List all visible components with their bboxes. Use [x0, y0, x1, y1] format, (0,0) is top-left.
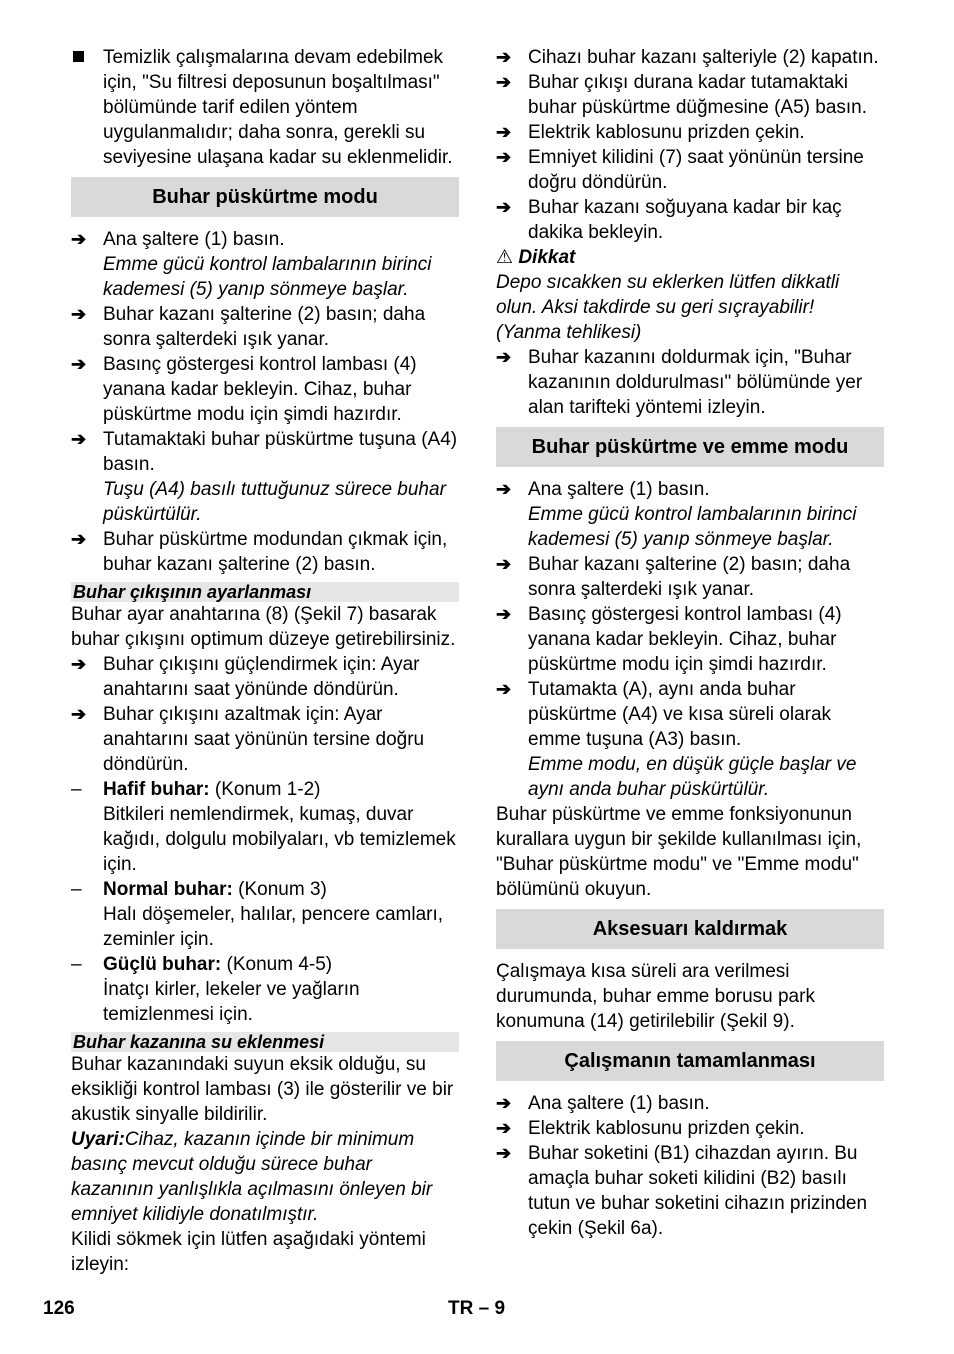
list-item: [496, 45, 884, 70]
heading-add-water: Buhar kazanına su eklenmesi: [71, 1032, 459, 1052]
arrow-icon: ➔: [496, 122, 512, 142]
arrow-icon: ➔: [71, 429, 87, 449]
arrow-icon: ➔: [496, 47, 512, 67]
warning-note: [71, 1127, 459, 1227]
step-text: Ana şaltere (1) basın.: [103, 229, 285, 250]
arrow-icon: ➔: [71, 704, 87, 724]
list-item: [496, 70, 884, 120]
warning-text: Cihaz, kazanın içinde bir minimum basınç mevcut olduğu sürece buhar kazanının yanlışlıkla açılmasını önleyen bir emniyet kilidiyle donatılmıştır.: [71, 1129, 433, 1225]
steps-steam-output: [71, 652, 459, 777]
list-item: [71, 427, 459, 527]
step-text: Buhar çıkışı durana kadar tutamaktaki buhar püskürtme düğmesine (A5) basın.: [528, 72, 868, 118]
step-text: Elektrik kablosunu prizden çekin.: [528, 1118, 805, 1139]
arrow-icon: ➔: [71, 304, 87, 324]
step-text: Buhar püskürtme modundan çıkmak için, buhar kazanı şalterine (2) basın.: [103, 529, 448, 575]
step-text: Tutamaktaki buhar püskürtme tuşuna (A4) basın.: [103, 429, 458, 475]
list-item: [496, 1116, 884, 1141]
level-position: (Konum 1-2): [214, 779, 321, 800]
arrow-icon: ➔: [496, 347, 512, 367]
arrow-icon: ➔: [71, 354, 87, 374]
list-item: [496, 120, 884, 145]
step-text: Tutamakta (A), aynı anda buhar püskürtme (A4) ve kısa süreli olarak emme tuşuna (A3) basın.: [528, 679, 832, 750]
steps-steam-mode: [71, 227, 459, 577]
section-label: TR – 9: [448, 1298, 506, 1319]
list-item: [71, 227, 459, 302]
level-label: Hafif buhar:: [103, 779, 210, 800]
step-note: Emme gücü kontrol lambalarının birinci kademesi (5) yanıp sönmeye başlar.: [528, 504, 857, 550]
arrow-icon: ➔: [496, 72, 512, 92]
square-bullet-icon: [71, 45, 103, 70]
arrow-icon: ➔: [496, 147, 512, 167]
step-text: Buhar çıkışını güçlendirmek için: Ayar anahtarını saat yönünde döndürün.: [103, 654, 420, 700]
caution-block: [496, 245, 884, 345]
list-item: [496, 677, 884, 802]
arrow-icon: ➔: [71, 654, 87, 674]
steps-finish-work: [496, 1091, 884, 1241]
list-item: [496, 1091, 884, 1116]
step-text: Buhar kazanı soğuyana kadar bir kaç dakika bekleyin.: [528, 197, 842, 243]
level-description: Bitkileri nemlendirmek, kumaş, duvar kağıdı, dolgulu mobilyaları, vb temizlemek için.: [103, 804, 456, 875]
para-steam-suction: Buhar püskürtme ve emme fonksiyonunun kurallara uygun bir şekilde kullanılması için, "Buhar püskürtme modu" ve "Emme modu" bölümünü okuyun.: [496, 804, 862, 900]
fill-step-text: Buhar kazanını doldurmak için, "Buhar kazanının doldurulması" bölümünde yer alan tarifteki yöntemi izleyin.: [528, 347, 863, 418]
step-text: Buhar soketini (B1) cihazdan ayırın. Bu amaçla buhar soketi kilidini (B2) basılı tutun ve buhar soketini cihazın prizinden çekin (Şekil 6a).: [528, 1143, 868, 1239]
heading-finish-work: Çalışmanın tamamlanması: [496, 1041, 884, 1081]
steps-unlock: [496, 45, 884, 245]
level-description: Halı döşemeler, halılar, pencere camları, zeminler için.: [103, 904, 444, 950]
list-item: [71, 702, 459, 777]
step-text: Buhar kazanı şalterine (2) basın; daha sonra şalterdeki ışık yanar.: [528, 554, 851, 600]
list-item: [71, 352, 459, 427]
list-item: [496, 602, 884, 677]
step-text: Cihazı buhar kazanı şalteriyle (2) kapatın.: [528, 47, 879, 68]
heading-steam-mode: Buhar püskürtme modu: [71, 177, 459, 217]
step-text: Basınç göstergesi kontrol lambası (4) yanana kadar bekleyin. Cihaz, buhar püskürtme modu için şimdi hazırdır.: [103, 354, 417, 425]
step-text: Emniyet kilidini (7) saat yönünün tersine doğru döndürün.: [528, 147, 864, 193]
steam-levels: [71, 777, 459, 1027]
steps-steam-suction: [496, 477, 884, 802]
list-item: [496, 145, 884, 195]
level-position: (Konum 4-5): [226, 954, 333, 975]
arrow-icon: ➔: [496, 1143, 512, 1163]
arrow-icon: ➔: [496, 197, 512, 217]
intro-text: Temizlik çalışmalarına devam edebilmek için, "Su filtresi deposunun boşaltılması" bölümünde tarif edilen yöntem uygulanmalıdır; daha sonra, gerekli su seviyesine ulaşana kadar su eklenmelidir.: [103, 47, 453, 168]
arrow-icon: ➔: [496, 679, 512, 699]
step-note: Tuşu (A4) basılı tuttuğunuz sürece buhar püskürtülür.: [103, 479, 446, 525]
steam-level-item: [71, 952, 459, 1027]
para-remove-accessory: Çalışmaya kısa süreli ara verilmesi durumunda, buhar emme borusu park konumuna (14) getirilebilir (Şekil 9).: [496, 961, 815, 1032]
caution-text: Depo sıcakken su eklerken lütfen dikkatli olun. Aksi takdirde su geri sıçrayabilir! (Yanma tehlikesi): [496, 272, 840, 343]
page-number: 126: [43, 1298, 75, 1319]
intro-item: [71, 45, 459, 170]
level-description: İnatçı kirler, lekeler ve yağların temizlenmesi için.: [103, 979, 360, 1025]
step-note: Emme gücü kontrol lambalarının birinci kademesi (5) yanıp sönmeye başlar.: [103, 254, 432, 300]
steam-level-item: [71, 877, 459, 952]
dash-bullet-icon: –: [71, 954, 82, 975]
para-add-water: Buhar kazanındaki suyun eksik olduğu, su eksikliği kontrol lambası (3) ile gösterilir ve bir akustik sinyalle bildirilir.: [71, 1054, 454, 1125]
level-position: (Konum 3): [238, 879, 327, 900]
dash-bullet-icon: –: [71, 779, 82, 800]
list-item: [496, 552, 884, 602]
step-text: Elektrik kablosunu prizden çekin.: [528, 122, 805, 143]
heading-remove-accessory: Aksesuarı kaldırmak: [496, 909, 884, 949]
para-steam-output: Buhar ayar anahtarına (8) (Şekil 7) basarak buhar çıkışını optimum düzeye getirebilirsiniz.: [71, 604, 456, 650]
heading-steam-suction-mode: Buhar püskürtme ve emme modu: [496, 427, 884, 467]
step-text: Buhar kazanı şalterine (2) basın; daha sonra şalterdeki ışık yanar.: [103, 304, 426, 350]
left-column: [71, 45, 459, 1277]
step-text: Ana şaltere (1) basın.: [528, 1093, 710, 1114]
warning-triangle-icon: ⚠: [496, 247, 514, 268]
list-item: [496, 477, 884, 552]
step-text: Buhar çıkışını azaltmak için: Ayar anahtarını saat yönünün tersine doğru döndürün.: [103, 704, 425, 775]
steam-level-item: [71, 777, 459, 877]
fill-step: [496, 345, 884, 420]
list-item: [71, 527, 459, 577]
arrow-icon: ➔: [496, 1093, 512, 1113]
arrow-icon: ➔: [496, 479, 512, 499]
step-text: Ana şaltere (1) basın.: [528, 479, 710, 500]
list-item: [71, 652, 459, 702]
right-column: [496, 45, 884, 1241]
arrow-icon: ➔: [496, 604, 512, 624]
warning-label: Uyari:: [71, 1129, 125, 1150]
step-text: Basınç göstergesi kontrol lambası (4) yanana kadar bekleyin. Cihaz, buhar püskürtme modu için şimdi hazırdır.: [528, 604, 842, 675]
para-unlock: Kilidi sökmek için lütfen aşağıdaki yöntemi izleyin:: [71, 1229, 426, 1275]
heading-steam-output: Buhar çıkışının ayarlanması: [71, 582, 459, 602]
dash-bullet-icon: –: [71, 879, 82, 900]
arrow-icon: ➔: [71, 529, 87, 549]
level-label: Güçlü buhar:: [103, 954, 222, 975]
arrow-icon: ➔: [71, 229, 87, 249]
arrow-icon: ➔: [496, 1118, 512, 1138]
arrow-icon: ➔: [496, 554, 512, 574]
list-item: [496, 1141, 884, 1241]
step-note: Emme modu, en düşük güçle başlar ve aynı anda buhar püskürtülür.: [528, 754, 857, 800]
level-label: Normal buhar:: [103, 879, 233, 900]
list-item: [496, 195, 884, 245]
list-item: [71, 302, 459, 352]
caution-title: ⚠ Dikkat: [496, 247, 576, 268]
